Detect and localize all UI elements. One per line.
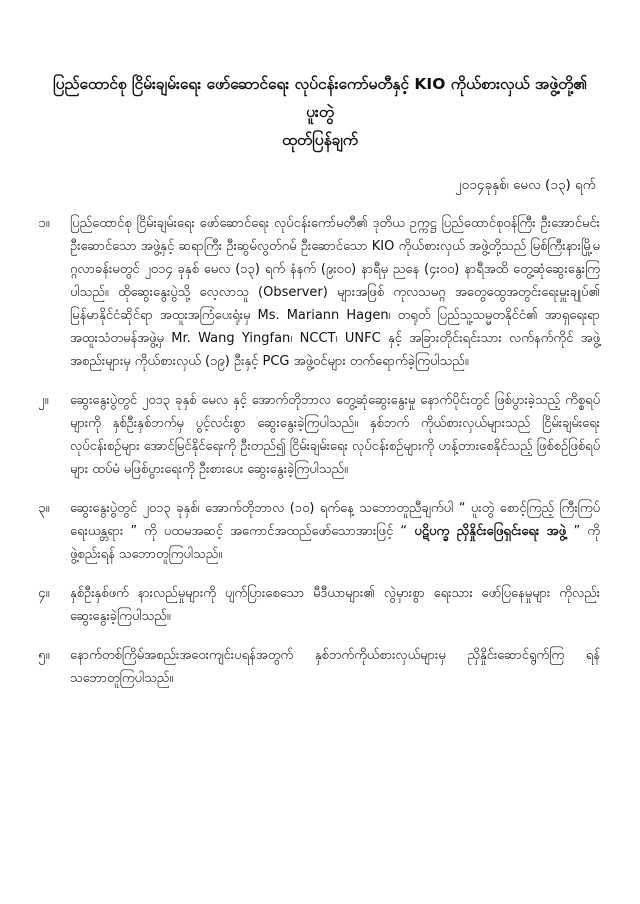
- item-text: ပြည်ထောင်စု ငြိမ်းချမ်းရေး ဖော်ဆောင်ရေး လုပ်ငန်းကော်မတီ၏ ဒုတိယ ဥက္ကဋ္ဌ ပြည်ထောင်စုဝန်ကြီး ဦးအောင်မင်း ဦးဆောင်သော အဖွဲ့နှင့် ဆရာကြီး ဦးဆွမ်လွတ်ဂမ် ဦးဆောင်သော KIO ကိုယ်စားလှယ် အဖွဲ့တို့သည် မြစ်ကြီးနားမြို့မဂ္ဂလာခန်းမတွင် ၂၀၁၄ ခုနှစ် မေလ (၁၃) ရက် နံနက် (၉း၀၀) နာရီမှ ညနေ (၄း၀၀) နာရီအထိ တွေ့ဆုံဆွေးနွေးကြပါသည်။ ထိုဆွေးနွေးပွဲသို့ လေ့လာသူ (Observer) များအဖြစ် ကုလသမဂ္ဂ အတွေထွေအတွင်းရေးမှူးချုပ်၏ မြန်မာနိုင်ငံဆိုင်ရာ အထူးအကြံပေးရုံးမှ Ms. Mariann Hagen၊ တရုတ် ပြည်သူ့သမ္မတနိုင်ငံ၏ အာရှရေးရာ အထူးသံတမန်အဖွဲ့မှ Mr. Wang Yingfan၊ NCCT၊ UNFC နှင့် အခြားတိုင်းရင်းသား လက်နက်ကိုင် အဖွဲ့အစည်းများမှ ကိုယ်စားလှယ် (၁၉) ဦးနှင့် PCG အဖွဲ့ဝင်များ တက်ရောက်ခဲ့ကြပါသည်။: [70, 216, 600, 369]
- item-number: ၄။: [38, 585, 50, 601]
- statement-item-3: [40, 497, 600, 566]
- item-text: နောက်တစ်ကြိမ်အစည်းအဝေးကျင်းပရန်အတွက် နှစ်ဘက်ကိုယ်စားလှယ်များမှ ညှိနှိုင်းဆောင်ရွက်ကြ ရန် သဘောတူကြပါသည်။: [70, 648, 600, 686]
- document-title: [44, 70, 596, 154]
- item-number: ၅။: [38, 647, 50, 663]
- item-text-bold-committee-name: ပဋိပက္ခ ညှိနှိုင်းဖြေရှင်းရေး အဖွဲ့: [406, 524, 574, 539]
- statement-item-5: [40, 644, 600, 690]
- statement-item-4: [40, 582, 600, 628]
- item-number: ၁။: [38, 215, 50, 231]
- item-text: နှစ်ဦးနှစ်ဖက် နားလည်မှုများကို ပျက်ပြားစေသော မီဒီယာများ၏ လွဲမှားစွာ ရေးသား ဖော်ပြနေမှုများ ကိုလည်း ဆွေးနွေးခဲ့ကြပါသည်။: [70, 586, 600, 624]
- statement-items: [40, 212, 600, 690]
- title-line-2: ထုတ်ပြန်ချက်: [282, 131, 358, 149]
- item-number: ၂။: [38, 392, 49, 408]
- statement-item-1: [40, 212, 600, 373]
- item-text: [70, 497, 600, 566]
- item-text-post: ” ကို ဖွဲ့စည်းရန် သဘောတူကြပါသည်။: [70, 524, 600, 562]
- document-date: ၂၀၁၄ခုနှစ်၊ မေလ (၁၃) ရက်: [455, 177, 596, 193]
- title-line-1: ပြည်ထောင်စု ငြိမ်းချမ်းရေး ဖော်ဆောင်ရေး လုပ်ငန်းကော်မတီနှင့် KIO ကိုယ်စားလှယ် အဖွဲ့တို့၏ ပူးတွဲ: [53, 75, 587, 121]
- item-number: ၃။: [38, 500, 50, 516]
- statement-item-2: [40, 389, 600, 481]
- item-text: ဆွေးနွေးပွဲတွင် ၂၀၁၃ ခုနှစ် မေလ နှင့် အောက်တိုဘာလ တွေ့ဆုံဆွေးနွေးမှု နောက်ပိုင်းတွင် ဖြစ်ပွားခဲ့သည့် ကိစ္စရပ်များကို နှစ်ဦးနှစ်ဘက်မှ ပွင့်လင်းစွာ ဆွေးနွေးခဲ့ကြပါသည်။ နှစ်ဘက် ကိုယ်စားလှယ်များသည် ငြိမ်းချမ်းရေး လုပ်ငန်းစဉ်များ အောင်မြင်နိုင်ရေးကို ဦးတည်၍ ငြိမ်းချမ်းရေး လုပ်ငန်းစဉ်များကို ဟန့်တားစေနိုင်သည့် ဖြစ်စဉ်ဖြစ်ရပ်များ ထပ်မံ မဖြစ်ပွားရေးကို ဦးစားပေး ဆွေးနွေးခဲ့ကြပါသည်။: [70, 393, 600, 477]
- item-text-pre: ဆွေးနွေးပွဲတွင် ၂၀၁၃ ခုနှစ်၊ အောက်တိုဘာလ (၁၀) ရက်နေ့ သဘောတူညီချက်ပါ “ ပူးတွဲ စောင့်ကြည့် ကြီးကြပ်ရေးယန္တရား ” ကို ပထမအဆင့် အကောင်အထည်ဖော်သောအားဖြင့် “: [70, 501, 600, 539]
